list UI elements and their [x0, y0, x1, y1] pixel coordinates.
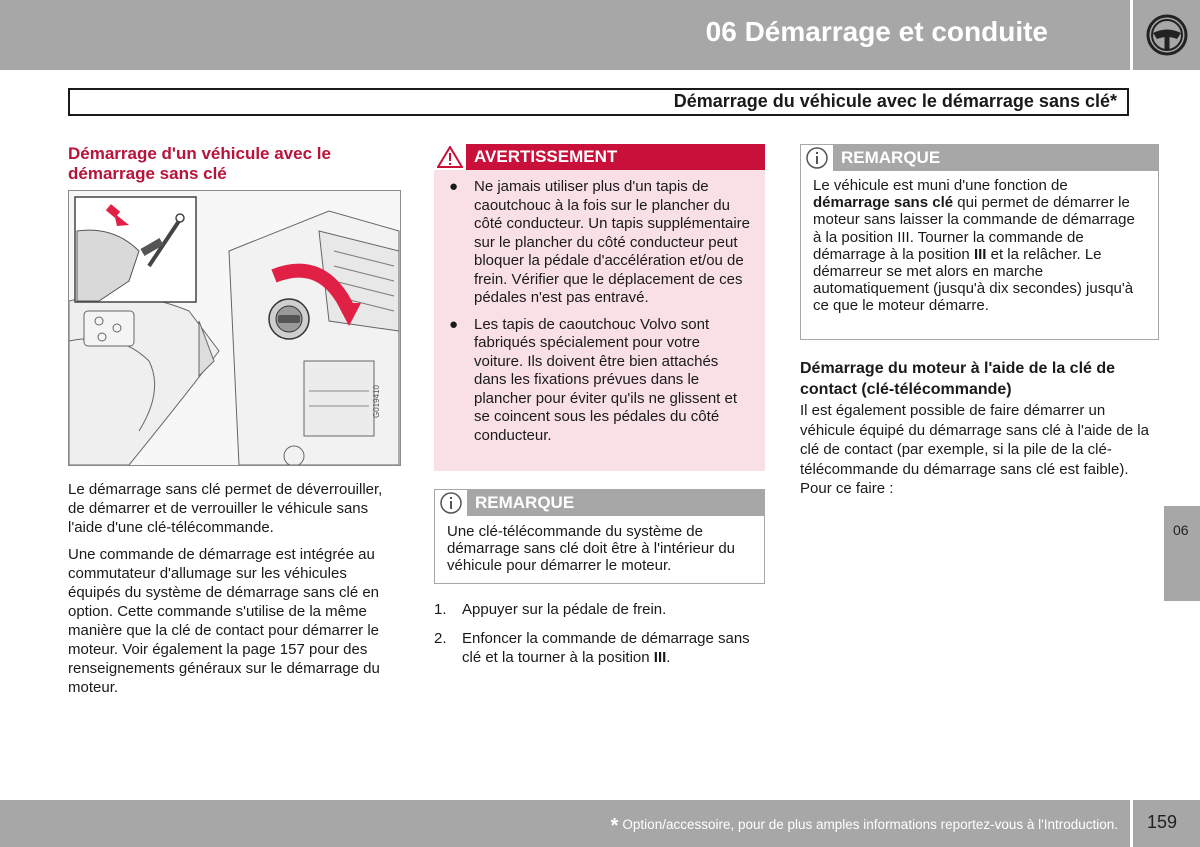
warning-box	[434, 144, 765, 471]
note-text-part: et la relâcher. Le démarreur se met alors en marche automatiquement (jusqu'à dix secondes) jusqu'à ce que le moteur démarre.	[813, 245, 1134, 315]
right-paragraph: Il est également possible de faire démarrer un véhicule équipé du démarrage sans clé à l'aide de la clé de contact (par exemple, si la pile de la clé-télécommande du démarrage sans clé est faible). Pour ce faire :	[800, 402, 1149, 497]
warning-list	[434, 170, 765, 445]
step-number: 1.	[434, 601, 447, 618]
note-bold-position: III	[973, 245, 987, 263]
note-bold-term: démarrage sans clé	[813, 194, 954, 212]
page-number: 159	[1147, 812, 1178, 832]
left-body	[68, 480, 403, 705]
bullet-dot: ●	[449, 315, 459, 333]
section-title: Démarrage du véhicule avec le démarrage sans clé*	[673, 91, 1117, 111]
warning-triangle-icon	[437, 146, 463, 168]
step-number: 2.	[434, 630, 447, 647]
footer-note	[611, 815, 1118, 838]
chapter-tab-label: 06	[1173, 522, 1189, 538]
warning-bullet	[449, 178, 751, 308]
info-circle-icon	[806, 147, 828, 169]
note-box-middle	[434, 489, 765, 584]
step-text-end: .	[666, 649, 671, 666]
note-text-part: qui permet de démarrer le moteur sans laisser la commande de démarrage à la position III. Tourner la commande de démarrage à la position	[813, 194, 1135, 263]
note-icon-box	[435, 490, 467, 516]
ignition-illustration	[68, 190, 401, 466]
note-header	[435, 490, 764, 516]
info-circle-icon	[440, 492, 462, 514]
chapter-title: 06 Démarrage et conduite	[705, 16, 1048, 47]
warning-bullet-text: Les tapis de caoutchouc Volvo sont fabriqués spécialement pour votre voiture. Ils doivent être bien attachés dans les fixations prévues dans le plancher pour éviter qu'ils ne glissent et se coincent sous les pédales du côté conducteur.	[474, 315, 738, 444]
warning-bullet-text: Ne jamais utiliser plus d'un tapis de caoutchouc à la fois sur le plancher du côté conducteur. Un tapis supplémentaire sur le plancher du côté conducteur peut bloquer la pédale d'accélération et/ou de frein. Vérifier que le déplacement de ces pédales n'est pas entravé.	[474, 178, 750, 306]
note-text	[801, 171, 1158, 315]
footnote-star: *	[610, 815, 619, 837]
illustration-code: G019410	[372, 385, 381, 418]
chapter-header	[0, 0, 1130, 70]
right-body	[800, 401, 1160, 507]
footnote-text: Option/accessoire, pour de plus amples informations reportez-vous à l'Introduction.	[622, 817, 1118, 832]
page-number-box	[1133, 800, 1200, 847]
step-text: Enfoncer la commande de démarrage sans clé et la tourner à la position	[462, 630, 750, 666]
warning-title: AVERTISSEMENT	[474, 147, 618, 166]
note-header	[801, 145, 1158, 171]
note-icon-box	[801, 145, 833, 171]
note-title: REMARQUE	[475, 493, 575, 512]
note-text: Une clé-télécommande du système de démarrage sans clé doit être à l'intérieur du véhicule pour démarrer le moteur.	[447, 523, 736, 574]
step-item	[434, 629, 754, 667]
dashboard-drawing	[69, 191, 400, 465]
left-heading: Démarrage d'un véhicule avec le démarrage sans clé	[68, 144, 331, 183]
section-title-bar	[68, 88, 1129, 116]
steering-wheel-icon	[1146, 14, 1188, 56]
left-paragraph-2: Une commande de démarrage est intégrée au commutateur d'allumage sur les véhicules équipés du système de démarrage sans clé en option. Cette commande s'utilise de la même manière que la clé de contact pour démarrer le moteur. Voir également la page 157 pour des renseignements généraux sur le démarrage du moteur.	[68, 546, 380, 696]
warning-icon-box	[434, 144, 466, 170]
warning-bullet	[449, 315, 751, 446]
step-item	[434, 600, 754, 619]
note-title: REMARQUE	[841, 148, 941, 167]
warning-header	[434, 144, 765, 170]
step-text: Appuyer sur la pédale de frein.	[462, 601, 667, 618]
note-box-right	[800, 144, 1159, 340]
left-paragraph-1: Le démarrage sans clé permet de déverrouiller, de démarrer et de verrouiller le véhicule sans l'aide d'une clé-télécommande.	[68, 481, 383, 536]
chapter-icon-box	[1133, 0, 1200, 70]
note-text-part: Le véhicule est muni d'une fonction de	[813, 177, 1068, 194]
bullet-dot: ●	[449, 178, 459, 195]
chapter-tab	[1164, 506, 1200, 601]
footer-bar	[0, 800, 1130, 847]
step-position: III	[653, 649, 667, 666]
steps-list	[434, 600, 754, 677]
right-subheading: Démarrage du moteur à l'aide de la clé de contact (clé-télécommande)	[800, 360, 1116, 398]
